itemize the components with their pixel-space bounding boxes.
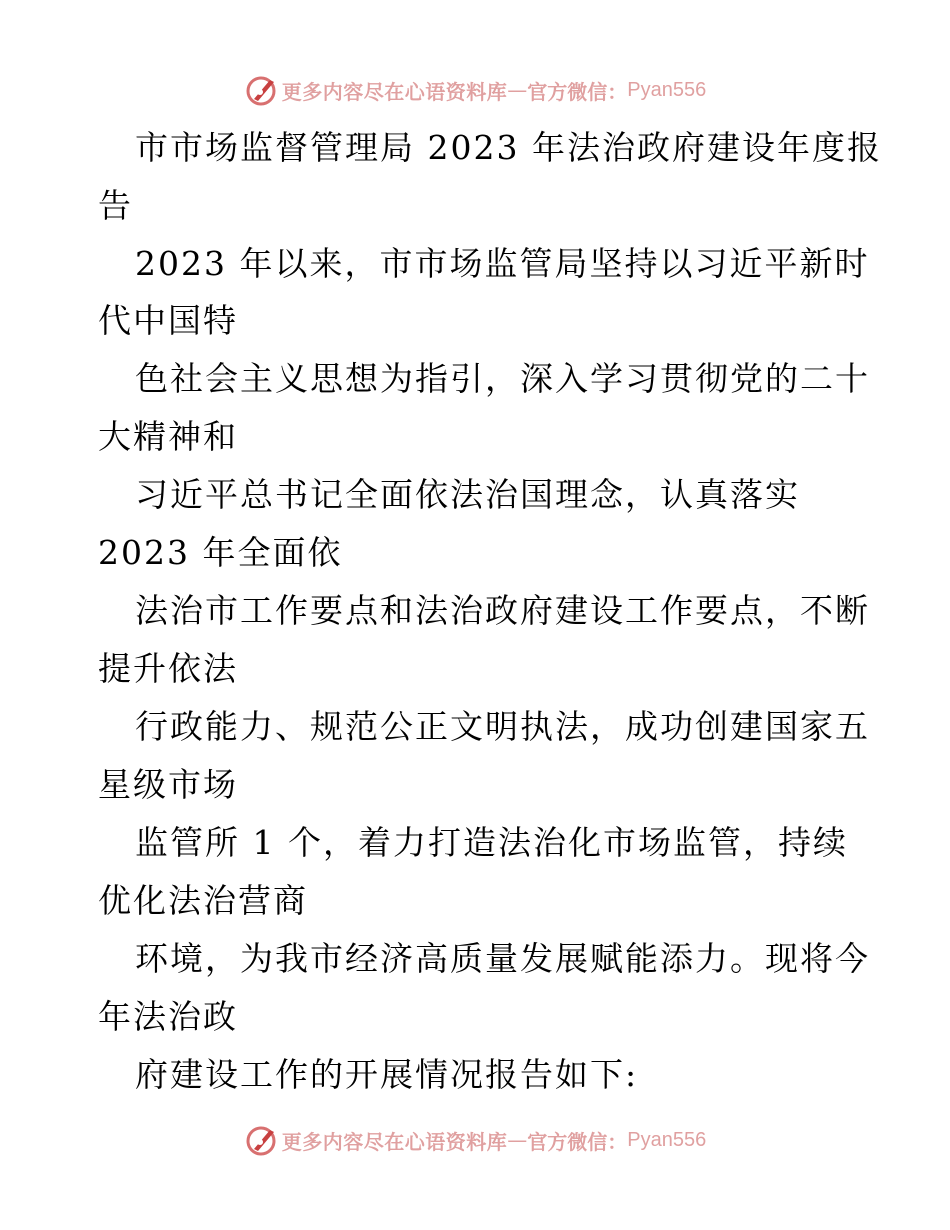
watermark-text: 更多内容尽在心语资料库 [281, 1129, 508, 1154]
doc-line: 府建设工作的开展情况报告如下: [135, 1055, 639, 1094]
doc-line: 行政能力、规范公正文明执法，成功创建国家五 [135, 707, 870, 746]
quill-circle-icon [244, 1122, 280, 1158]
doc-line: 提升依法 [98, 649, 238, 688]
watermark-dash: — [507, 1128, 528, 1152]
doc-line: 色社会主义思想为指引，深入学习贯彻党的二十 [135, 359, 870, 398]
doc-line: 2023 年全面依 [98, 533, 343, 572]
doc-line: 习近平总书记全面依法治国理念，认真落实 [135, 475, 800, 514]
watermark-label: 官方微信： [527, 79, 628, 104]
doc-line: 星级市场 [98, 765, 238, 804]
watermark-dash: — [507, 78, 528, 102]
header-watermark [0, 70, 950, 110]
doc-line: 2023 年以来，市市场监管局坚持以习近平新时 [135, 244, 870, 283]
doc-line: 年法治政 [98, 997, 238, 1036]
watermark-id: Pyan556 [627, 78, 707, 101]
doc-line: 监管所 1 个，着力打造法治化市场监管，持续 [135, 823, 848, 862]
footer-watermark [0, 1120, 950, 1160]
doc-line: 市市场监督管理局 2023 年法治政府建设年度报 [135, 128, 882, 167]
watermark-id: Pyan556 [627, 1128, 707, 1151]
doc-line: 大精神和 [98, 417, 238, 456]
doc-line: 告 [98, 186, 133, 225]
watermark-text: 更多内容尽在心语资料库 [281, 79, 508, 104]
doc-line: 代中国特 [98, 301, 238, 340]
doc-line: 环境，为我市经济高质量发展赋能添力。现将今 [135, 939, 870, 978]
doc-line: 优化法治营商 [98, 881, 308, 920]
doc-line: 法治市工作要点和法治政府建设工作要点，不断 [135, 591, 870, 630]
quill-circle-icon [244, 72, 280, 108]
watermark-label: 官方微信： [527, 1129, 628, 1154]
